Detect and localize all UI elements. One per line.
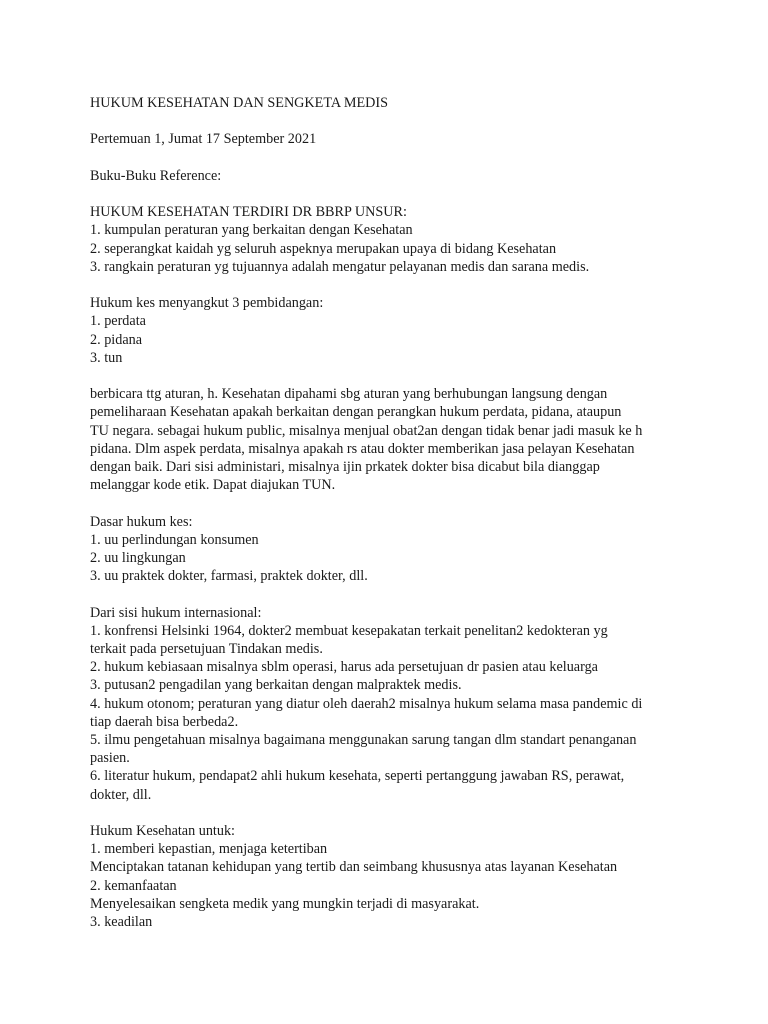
paragraph-line: berbicara ttg aturan, h. Kesehatan dipahami sbg aturan yang berhubungan langsung dengan [90,386,608,403]
list-item: 1. konfrensi Helsinki 1964, dokter2 membuat kesepakatan terkait penelitan2 kedokteran yg [90,622,608,639]
paragraph-line: pemeliharaan Kesehatan apakah berkaitan dengan perangkan hukum perdata, pidana, ataupun [90,404,622,421]
list-item: 2. pidana [90,331,143,348]
list-item: 1. kumpulan peraturan yang berkaitan dengan Kesehatan [90,222,413,239]
list-item: 3. rangkain peraturan yg tujuannya adalah mengatur pelayanan medis dan sarana medis. [90,258,590,275]
section-fields [90,294,720,367]
section-elements [90,203,720,276]
list-item: 1. uu perlindungan konsumen [90,531,259,548]
list-item: 4. hukum otonom; peraturan yang diatur oleh daerah2 misalnya hukum selama masa pandemic di [90,695,643,712]
section-heading: Dari sisi hukum internasional: [90,604,262,621]
list-item: 1. perdata [90,313,146,330]
list-item: 2. hukum kebiasaan misalnya sblm operasi, harus ada persetujuan dr pasien atau keluarga [90,659,598,676]
paragraph-line: TU negara. sebagai hukum public, misalnya menjual obat2an dengan tidak benar jadi masuk ke h [90,422,643,439]
document-page [90,94,720,949]
list-item: Menciptakan tatanan kehidupan yang tertib dan seimbang khususnya atas layanan Kesehatan [90,859,618,876]
list-item: 5. ilmu pengetahuan misalnya bagaimana menggunakan sarung tangan dlm standart penanganan [90,732,637,748]
list-item: 1. memberi kepastian, menjaga ketertiban [90,841,328,858]
list-item: 6. literatur hukum, pendapat2 ahli hukum kesehata, seperti pertanggung jawaban RS, perawat, [90,768,625,785]
list-item: 3. putusan2 pengadilan yang berkaitan dengan malpraktek medis. [90,677,462,694]
section-heading: Hukum Kesehatan untuk: [90,823,235,839]
meeting-info: Pertemuan 1, Jumat 17 September 2021 [90,131,317,148]
section-basis [90,513,720,586]
reference-heading: Buku-Buku Reference: [90,167,222,184]
section-heading: Dasar hukum kes: [90,513,193,530]
document-title: HUKUM KESEHATAN DAN SENGKETA MEDIS [90,95,389,111]
list-item: 2. kemanfaatan [90,877,177,894]
list-item: 3. tun [90,349,123,366]
list-item: terkait pada persetujuan Tindakan medis. [90,640,323,657]
list-item: 3. uu praktek dokter, farmasi, praktek dokter, dll. [90,568,368,585]
explanation-paragraph [90,385,720,494]
paragraph-line: melanggar kode etik. Dapat diajukan TUN. [90,477,336,494]
paragraph-line: dengan baik. Dari sisi administari, misalnya ijin prkatek dokter bisa dicabut bila dianggap [90,458,600,475]
list-item: pasien. [90,750,130,767]
document-title-block [90,94,720,112]
section-purpose [90,822,720,931]
list-item: dokter, dll. [90,786,152,803]
meeting-block [90,130,720,148]
paragraph-line: pidana. Dlm aspek perdata, misalnya apakah rs atau dokter memberikan jasa pelayan Kesehatan [90,440,635,457]
reference-block [90,167,720,185]
list-item: tiap daerah bisa berbeda2. [90,713,239,730]
section-international [90,604,720,804]
section-heading: HUKUM KESEHATAN TERDIRI DR BBRP UNSUR: [90,204,407,221]
list-item: 2. seperangkat kaidah yg seluruh aspeknya merupakan upaya di bidang Kesehatan [90,240,557,257]
section-heading: Hukum kes menyangkut 3 pembidangan: [90,295,324,312]
list-item: Menyelesaikan sengketa medik yang mungkin terjadi di masyarakat. [90,895,480,912]
list-item: 3. keadilan [90,914,153,931]
list-item: 2. uu lingkungan [90,549,186,566]
